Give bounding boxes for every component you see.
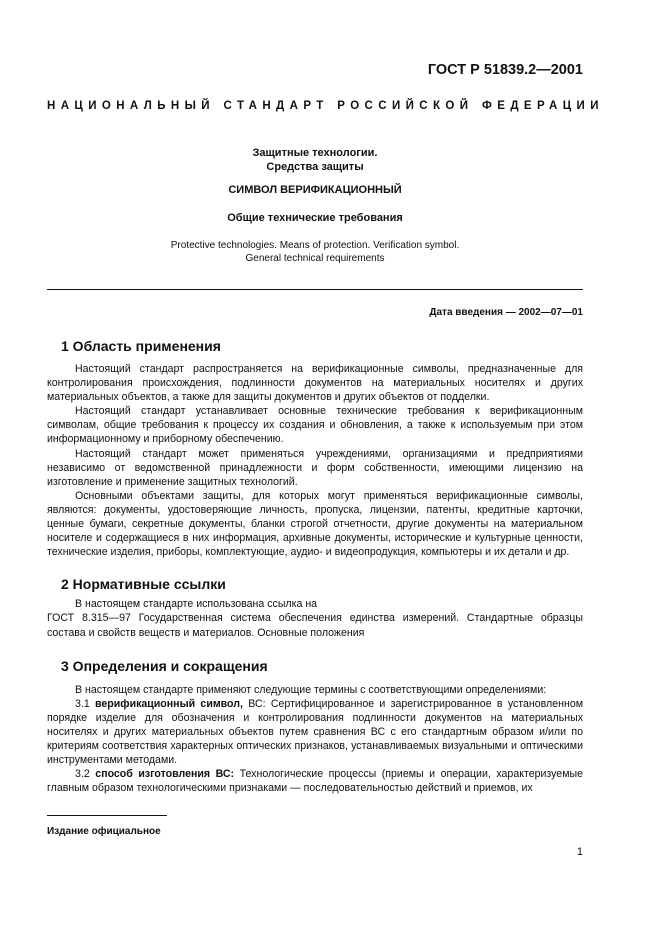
- official-edition-label: Издание официальное: [47, 826, 161, 837]
- paragraph: Настоящий стандарт распространяется на верификационные символы, предназначенные для контролирования происхождения, подлинности документов на материальных носителях и других материальных объектов, а также для защиты документов и других объектов от подделки.: [47, 363, 583, 404]
- standard-number: ГОСТ Р 51839.2—2001: [427, 62, 583, 78]
- topic-line-2: Средства защиты: [266, 161, 364, 173]
- term-definition: Технологические процессы (приемы и операции, характеризуемые главным образом технологическими признаками — последовательностью действий и приемов, их: [47, 768, 583, 795]
- english-title: [47, 239, 583, 265]
- page-number: 1: [576, 846, 583, 858]
- paragraph: Основными объектами защиты, для которых могут применяться верификационные символы, являются: документы, удостоверяющие личность, пропуска, лицензии, патенты, кредитные карточки, ценные бумаги, секретные документы, бланки строгой отчетности, другие документы на материальном носителе и содержащиеся в них информация, архивные документы, исторические и культурные ценности, технические изделия, приборы, комплектующие, аудио- и видеопродукция, компьютеры и их детали и др.: [47, 489, 583, 559]
- definition-3-2: [47, 767, 583, 795]
- standard-title: СИМВОЛ ВЕРИФИКАЦИОННЫЙ: [228, 184, 402, 196]
- paragraph: В настоящем стандарте применяют следующие термины с соответствующими определениями:: [75, 683, 547, 696]
- topic-block: [47, 146, 583, 174]
- paragraph: В настоящем стандарте использована ссылка на: [75, 598, 318, 611]
- english-title-line-2: General technical requirements: [245, 253, 385, 264]
- section-definitions: [47, 657, 583, 796]
- introduction-date: Дата введения — 2002—07—01: [429, 307, 583, 318]
- term-name: верификационный символ,: [95, 697, 243, 710]
- topic-line-1: Защитные технологии.: [252, 147, 378, 159]
- national-standard-heading: НАЦИОНАЛЬНЫЙ СТАНДАРТ РОССИЙСКОЙ ФЕДЕРАЦИИ: [47, 100, 604, 112]
- footer-divider: [47, 815, 167, 816]
- reference-entry: ГОСТ 8.315—97 Государственная система обеспечения единства измерений. Стандартные образцы состава и свойств веществ и материалов. Основные положения: [47, 612, 583, 639]
- english-title-line-1: Protective technologies. Means of protection. Verification symbol.: [170, 240, 460, 251]
- term-definition: ВС: Сертифицированное и зарегистрированное в установленном порядке изделие для обозначения и контролирования подлинности документов на материальных носителях и других материальных объектов путем сравнения ВС с его стандартным образом и/или по критериям соответствия характерных оптических признаков, устанавливаемых визуальными и оптическими инструментами методами.: [47, 697, 583, 767]
- section-heading: 3 Определения и сокращения: [61, 657, 268, 674]
- section-heading: 2 Нормативные ссылки: [61, 576, 226, 593]
- paragraph: Настоящий стандарт может применяться учреждениями, организациями и предприятиями независимо от ведомственной принадлежности и форм собственности, имеющими лицензию на изготовление и применение защитных технологий.: [47, 447, 583, 488]
- section-normative-references: [47, 575, 583, 639]
- term-name: способ изготовления ВС:: [95, 768, 235, 781]
- definition-3-1: [47, 697, 583, 767]
- section-heading: 1 Область применения: [61, 338, 221, 354]
- section-scope: [47, 337, 583, 559]
- body-content: [47, 337, 583, 795]
- title-divider: [47, 289, 583, 290]
- term-number: 3.1: [75, 697, 90, 710]
- paragraph: Настоящий стандарт устанавливает основные технические требования к верификационным символам, общие требования к процессу их создания и обновления, а также к используемым при этом информационному и приборному обеспечению.: [47, 405, 583, 446]
- term-number: 3.2: [75, 768, 90, 781]
- standard-subtitle: Общие технические требования: [227, 212, 403, 224]
